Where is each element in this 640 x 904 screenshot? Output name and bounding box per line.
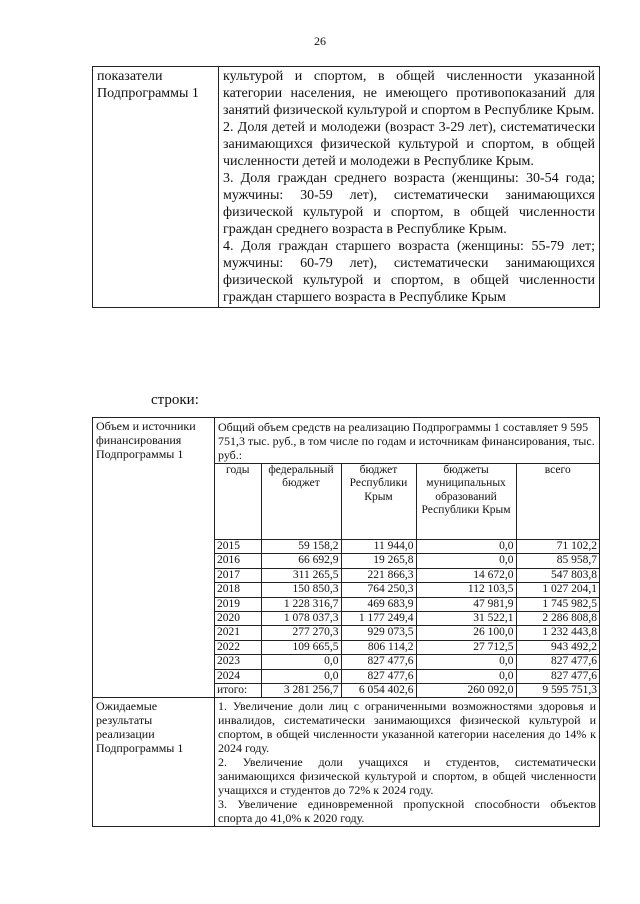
funding-value-cell: 929 073,5 [341, 626, 416, 640]
funding-value-cell: 0,0 [416, 655, 516, 669]
funding-year-cell: 2016 [215, 554, 261, 568]
funding-value-cell: 469 683,9 [341, 597, 416, 611]
funding-value-cell: 827 477,6 [516, 655, 599, 669]
funding-row [215, 640, 599, 654]
indicators-content [219, 67, 600, 308]
funding-value-cell: 14 672,0 [416, 568, 516, 582]
funding-value-cell: 66 692,9 [261, 554, 341, 568]
funding-value-cell: 547 803,8 [516, 568, 599, 582]
funding-value-cell: 1 027 204,1 [516, 583, 599, 597]
funding-value-cell: 71 102,2 [516, 540, 599, 554]
funding-value-cell: 827 477,6 [516, 669, 599, 683]
header-republic: бюджет Республики Крым [341, 464, 416, 540]
funding-value-cell: 260 092,0 [416, 684, 516, 698]
funding-year-cell: итого: [215, 684, 261, 698]
funding-year-cell: 2020 [215, 612, 261, 626]
result-paragraph: 2. Увеличение доли учащихся и студентов, систематически занимающихся физической культурой и спортом, в общей численности учащихся и студентов до 72% к 2024 году. [218, 755, 596, 798]
funding-value-cell: 112 103,5 [416, 583, 516, 597]
funding-year-cell: 2019 [215, 597, 261, 611]
funding-value-cell: 221 866,3 [341, 568, 416, 582]
funding-row [215, 684, 599, 698]
funding-value-cell: 9 595 751,3 [516, 684, 599, 698]
funding-value-cell: 0,0 [416, 554, 516, 568]
indicator-paragraph: 4. Доля граждан старшего возраста (женщины: 55-79 лет; мужчины: 60-79 лет), систематически занимающихся физической культурой и спортом, в общей численности граждан старшего возраста в Республике Крым [223, 239, 595, 305]
funding-value-cell: 827 477,6 [341, 655, 416, 669]
funding-value-cell: 47 981,9 [416, 597, 516, 611]
funding-value-cell: 19 265,8 [341, 554, 416, 568]
funding-year-cell: 2022 [215, 640, 261, 654]
program-table [92, 417, 600, 827]
funding-value-cell: 3 281 256,7 [261, 684, 341, 698]
funding-content [215, 418, 600, 698]
funding-value-cell: 311 265,5 [261, 568, 341, 582]
funding-row [215, 554, 599, 568]
funding-value-cell: 1 745 982,5 [516, 597, 599, 611]
funding-value-cell: 0,0 [416, 540, 516, 554]
funding-year-cell: 2015 [215, 540, 261, 554]
indicator-paragraph: 2. Доля детей и молодежи (возраст 3-29 лет), систематически занимающихся физической культурой и спортом, в общей численности детей и молодежи в Республике Крым. [223, 120, 595, 169]
funding-value-cell: 1 078 037,3 [261, 612, 341, 626]
results-content [215, 698, 600, 827]
funding-value-cell: 6 054 402,6 [341, 684, 416, 698]
funding-value-cell: 26 100,0 [416, 626, 516, 640]
indicator-paragraph: культурой и спортом, в общей численности указанной категории населения, не имеющего противопоказаний для занятий физической культурой и спортом в Республике Крым. [223, 69, 595, 118]
funding-row [215, 655, 599, 669]
funding-value-cell: 1 228 316,7 [261, 597, 341, 611]
funding-intro: Общий объем средств на реализацию Подпрограммы 1 составляет 9 595 751,3 тыс. руб., в том числе по годам и источникам финансирования, тыс. руб.: [218, 420, 595, 462]
result-paragraph: 3. Увеличение единовременной пропускной способности объектов спорта до 41,0% к 2020 году. [218, 797, 596, 826]
funding-value-cell: 11 944,0 [341, 540, 416, 554]
funding-row [215, 597, 599, 611]
funding-row [215, 626, 599, 640]
header-total: всего [516, 464, 599, 540]
funding-value-cell: 806 114,2 [341, 640, 416, 654]
funding-year-cell: 2017 [215, 568, 261, 582]
funding-year-cell: 2023 [215, 655, 261, 669]
results-label: Ожидаемые результаты реализации Подпрограммы 1 [93, 698, 215, 827]
funding-row [215, 612, 599, 626]
funding-year-cell: 2021 [215, 626, 261, 640]
indicators-label: показатели Подпрограммы 1 [93, 67, 219, 308]
funding-row [215, 669, 599, 683]
funding-value-cell: 109 665,5 [261, 640, 341, 654]
funding-row [215, 568, 599, 582]
header-federal: федеральный бюджет [261, 464, 341, 540]
funding-value-cell: 31 522,1 [416, 612, 516, 626]
funding-value-cell: 1 177 249,4 [341, 612, 416, 626]
funding-value-cell: 827 477,6 [341, 669, 416, 683]
funding-value-cell: 2 286 808,8 [516, 612, 599, 626]
funding-value-cell: 0,0 [416, 669, 516, 683]
indicator-paragraph: 3. Доля граждан среднего возраста (женщины: 30-54 года; мужчины: 30-59 лет), систематически занимающихся физической культурой и спортом, в общей численности граждан среднего возраста в Республике Крым. [223, 171, 595, 237]
funding-value-cell: 764 250,3 [341, 583, 416, 597]
funding-year-cell: 2018 [215, 583, 261, 597]
funding-value-cell: 0,0 [261, 655, 341, 669]
page-number: 26 [314, 34, 326, 48]
funding-row [215, 540, 599, 554]
funding-row [215, 583, 599, 597]
funding-label: Объем и источники финансирования Подпрограммы 1 [93, 418, 215, 698]
lines-label: строки: [151, 392, 199, 408]
header-years: годы [215, 464, 261, 540]
funding-value-cell: 59 158,2 [261, 540, 341, 554]
result-paragraph: 1. Увеличение доли лиц с ограниченными возможностями здоровья и инвалидов, систематически занимающихся физической культурой и спортом, в общей численности указанной категории населения до 14% к 2024 году. [218, 699, 596, 756]
funding-value-cell: 0,0 [261, 669, 341, 683]
funding-table [215, 463, 599, 697]
funding-header-row [215, 464, 599, 540]
funding-value-cell: 27 712,5 [416, 640, 516, 654]
indicators-table [92, 66, 600, 308]
funding-value-cell: 943 492,2 [516, 640, 599, 654]
funding-value-cell: 1 232 443,8 [516, 626, 599, 640]
header-municipal: бюджеты муниципальных образований Республики Крым [416, 464, 516, 540]
funding-year-cell: 2024 [215, 669, 261, 683]
funding-value-cell: 150 850,3 [261, 583, 341, 597]
funding-value-cell: 85 958,7 [516, 554, 599, 568]
funding-value-cell: 277 270,3 [261, 626, 341, 640]
